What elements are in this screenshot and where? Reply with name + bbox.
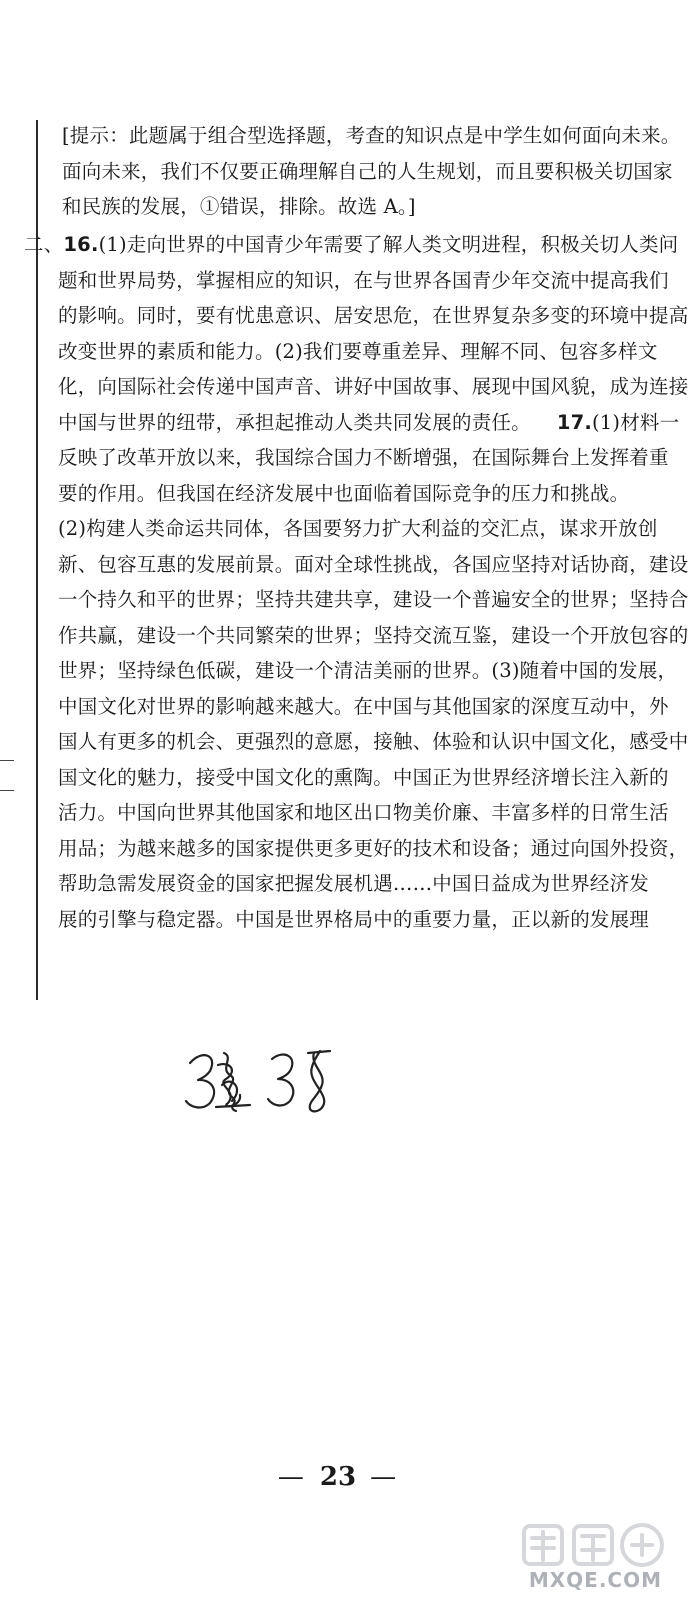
margin-tick [0,760,14,761]
answer-line: 帮助急需发展资金的国家把握发展机遇……中国日益成为世界经济发 [58,872,650,895]
answer-line: 新、包容互惠的发展前景。面对全球性挑战，各国应坚持对话协商，建设 [58,552,688,576]
answer-line: 国文化的魅力，接受中国文化的熏陶。中国正为世界经济增长注入新的 [58,765,669,789]
hint-line: 面向未来，我们不仅要正确理解自己的人生规划，而且要积极关切国家 [62,159,673,183]
answer-line: 展的引擎与稳定器。中国是世界格局中的重要力量，正以新的发展理 [58,907,650,931]
margin-tick [0,790,14,791]
answer-line: (2)构建人类命运共同体，各国要努力扩大利益的交汇点，谋求开放创 [58,517,658,540]
answer-text: 中国与世界的纽带，承担起推动人类共同发展的责任。 [58,410,531,434]
hint-block [62,118,681,225]
answers-block [24,227,688,937]
answer-line: 一个持久和平的世界；坚持共建共享，建设一个普遍安全的世界；坚持合 [58,588,688,611]
answer-line: 化，向国际社会传递中国声音、讲好中国故事、展现中国风貌，成为连接 [58,375,688,398]
answer-line: 国人有更多的机会、更强烈的意愿，接触、体验和认识中国文化，感受中 [58,730,688,753]
page-number-dash: — [370,1462,399,1492]
answer-line: 反映了改革开放以来，我国综合国力不断增强，在国际舞台上发挥着重 [58,446,669,469]
answer-line: 用品；为越来越多的国家提供更多更好的技术和设备；通过向国外投资， [58,836,688,860]
answer-text: (1)材料一 [591,410,680,434]
handwritten-note [180,1045,340,1115]
answer-line: 活力。中国向世界其他国家和地区出口物美价廉、丰富多样的日常生活 [58,801,669,824]
page-number-dash: — [277,1462,306,1492]
answer-line: 中国文化对世界的影响越来越大。在中国与其他国家的深度互动中，外 [58,694,669,718]
question-number-17: 17. [556,410,592,434]
answer-line: 的影响。同时，要有忧患意识、居安思危，在世界复杂多变的环境中提高 [58,304,688,327]
answer-line: 世界；坚持绿色低碳，建设一个清洁美丽的世界。(3)随着中国的发展， [58,659,678,682]
answer-line: 作共赢，建设一个共同繁荣的世界；坚持交流互鉴，建设一个开放包容的 [58,623,688,647]
section-label: 二、 [24,233,64,256]
hint-line: 和民族的发展，①错误，排除。故选 A。] [62,195,416,218]
hint-line: [提示：此题属于组合型选择题，考查的知识点是中学生如何面向未来。 [62,124,681,147]
answer-text: (1)走向世界的中国青少年需要了解人类文明进程，积极关切人类问 [98,233,679,256]
page-number [0,1462,676,1492]
watermark-text: MXQE.COM [528,1568,662,1592]
answer-line: 要的作用。但我国在经济发展中也面临着国际竞争的压力和挑战。 [58,481,630,505]
question-number-16: 16. [63,233,99,256]
answer-line: 改变世界的素质和能力。(2)我们要尊重差异、理解不同、包容多样文 [58,339,658,363]
answer-line-q16-start [24,227,679,263]
page-number-value: 23 [319,1462,357,1492]
answer-line-q17-start [24,405,680,441]
answer-line: 题和世界局势，掌握相应的知识，在与世界各国青少年交流中提高我们 [58,268,669,292]
